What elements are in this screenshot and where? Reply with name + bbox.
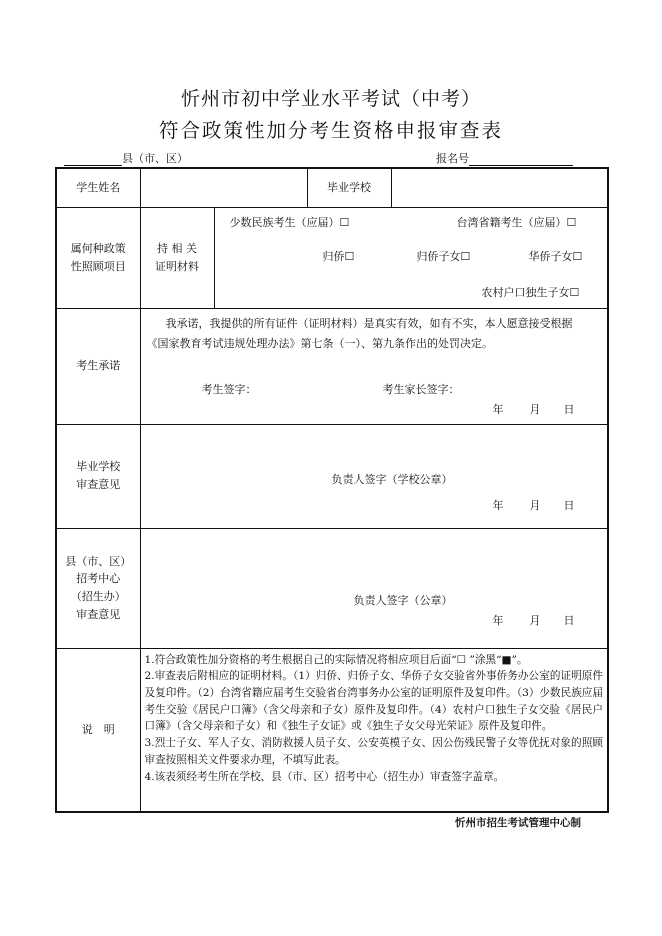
- school-date-month: 月: [529, 498, 541, 512]
- county-review-label-line3: （招生办）: [70, 590, 126, 603]
- county-review-label: [56, 528, 140, 648]
- row-county-review: [56, 528, 608, 648]
- county-field: [64, 150, 188, 166]
- graduate-school-cell[interactable]: [391, 168, 608, 207]
- parent-signature-label[interactable]: 考生家长签字：: [382, 382, 460, 396]
- county-review-label-line2: 招考中心: [76, 572, 121, 586]
- county-review-cell[interactable]: [140, 528, 608, 648]
- note-item-1: 1.符合政策性加分资格的考生根据自己的实际情况将相应项目后面“☐ ”涂黑“■”。: [144, 653, 528, 666]
- school-review-label-line2: 审查意见: [76, 478, 121, 491]
- option-returned-overseas-child[interactable]: 归侨子女☐: [416, 249, 471, 263]
- policy-options-cell: [214, 207, 608, 308]
- student-name-label: 学生姓名: [56, 168, 140, 207]
- policy-label-line1: 属何种政策: [70, 241, 126, 255]
- notes-cell: [140, 648, 608, 812]
- pledge-text-line1: 我承诺，我提供的所有证件（证明材料）是真实有效，如有不实，本人愿意接受根据: [165, 316, 573, 330]
- row-notes: [56, 648, 608, 812]
- note-item-4: 4.该表须经考生所在学校、县（市、区）招考中心（招生办）审查签字盖章。: [144, 770, 505, 783]
- pledge-date-day: 日: [563, 402, 575, 416]
- pledge-cell: [140, 308, 608, 424]
- student-signature-label[interactable]: 考生签字：: [201, 382, 257, 396]
- school-date-day: 日: [563, 498, 575, 512]
- school-review-signature[interactable]: 负责人签字（学校公章）: [331, 472, 453, 486]
- student-name-cell[interactable]: [140, 168, 307, 207]
- county-review-label-line4: 审查意见: [76, 607, 121, 621]
- school-date-year: 年: [492, 498, 504, 512]
- issuer-footer: 忻州市招生考试管理中心制: [455, 817, 581, 829]
- application-form-table: [55, 167, 609, 813]
- option-overseas-chinese-child[interactable]: 华侨子女☐: [528, 249, 583, 263]
- material-label: [140, 207, 214, 308]
- notes-label: 说 明: [56, 648, 140, 812]
- policy-label-line2: 性照顾项目: [70, 259, 126, 273]
- row-student-info: [56, 168, 608, 207]
- note-item-3: 3.烈士子女、军人子女、消防救援人员子女、公安英模子女、因公伤残民警子女等优抚对象的照顾审查按照相关文件要求办理，不填写此表。: [144, 737, 603, 766]
- pledge-date-month: 月: [529, 402, 541, 416]
- row-pledge: [56, 308, 608, 424]
- option-minority[interactable]: 少数民族考生（应届）☐: [229, 215, 350, 229]
- county-date-year: 年: [492, 613, 504, 627]
- school-review-cell[interactable]: [140, 424, 608, 528]
- option-taiwan[interactable]: 台湾省籍考生（应届）☐: [456, 215, 577, 229]
- school-review-label-line1: 毕业学校: [76, 460, 121, 474]
- exam-number-label: 报名号: [436, 152, 469, 165]
- graduate-school-label: 毕业学校: [307, 168, 391, 207]
- form-title-line1: 忻州市初中学业水平考试（中考）: [180, 88, 481, 110]
- policy-item-label: [56, 207, 140, 308]
- pledge-text-line2: 《国家教育考试违规处理办法》第七条（一）、第九条作出的处罚决定。: [146, 336, 493, 350]
- county-review-signature[interactable]: 负责人签字（公章）: [353, 593, 453, 607]
- note-item-2: 2.审查表后附相应的证明材料。（1）归侨、归侨子女、华侨子女交验省外事侨务办公室的证明原件及复印件。（2）台湾省籍应届考生交验省台湾事务办公室的证明原件及复印件。（3）少数民族应届考生交验《居民户口簿》（含父母亲和子女）原件及复印件。（4）农村户口独生子女交验《居民户口簿》（含父母亲和子女）和《独生子女证》或《独生子女父母光荣证》原件及复印件。: [144, 670, 603, 733]
- county-review-label-line1: 县（市、区）: [65, 554, 132, 568]
- option-returned-overseas[interactable]: 归侨☐: [322, 249, 355, 263]
- exam-number-field: [436, 150, 573, 166]
- form-title-line2: 符合政策性加分考生资格申报审查表: [158, 119, 503, 142]
- option-rural-only-child[interactable]: 农村户口独生子女☐: [481, 285, 580, 299]
- row-policy-items: [56, 207, 608, 308]
- pledge-label: 考生承诺: [56, 308, 140, 424]
- county-blank[interactable]: [64, 153, 122, 166]
- school-review-label: [56, 424, 140, 528]
- county-date-day: 日: [563, 613, 575, 627]
- row-school-review: [56, 424, 608, 528]
- county-date-month: 月: [529, 613, 541, 627]
- pledge-date-year: 年: [492, 402, 504, 416]
- material-label-line1: 持 相 关: [157, 241, 197, 255]
- county-label: 县（市、区）: [122, 152, 188, 165]
- material-label-line2: 证明材料: [155, 259, 199, 273]
- exam-number-blank[interactable]: [469, 153, 573, 166]
